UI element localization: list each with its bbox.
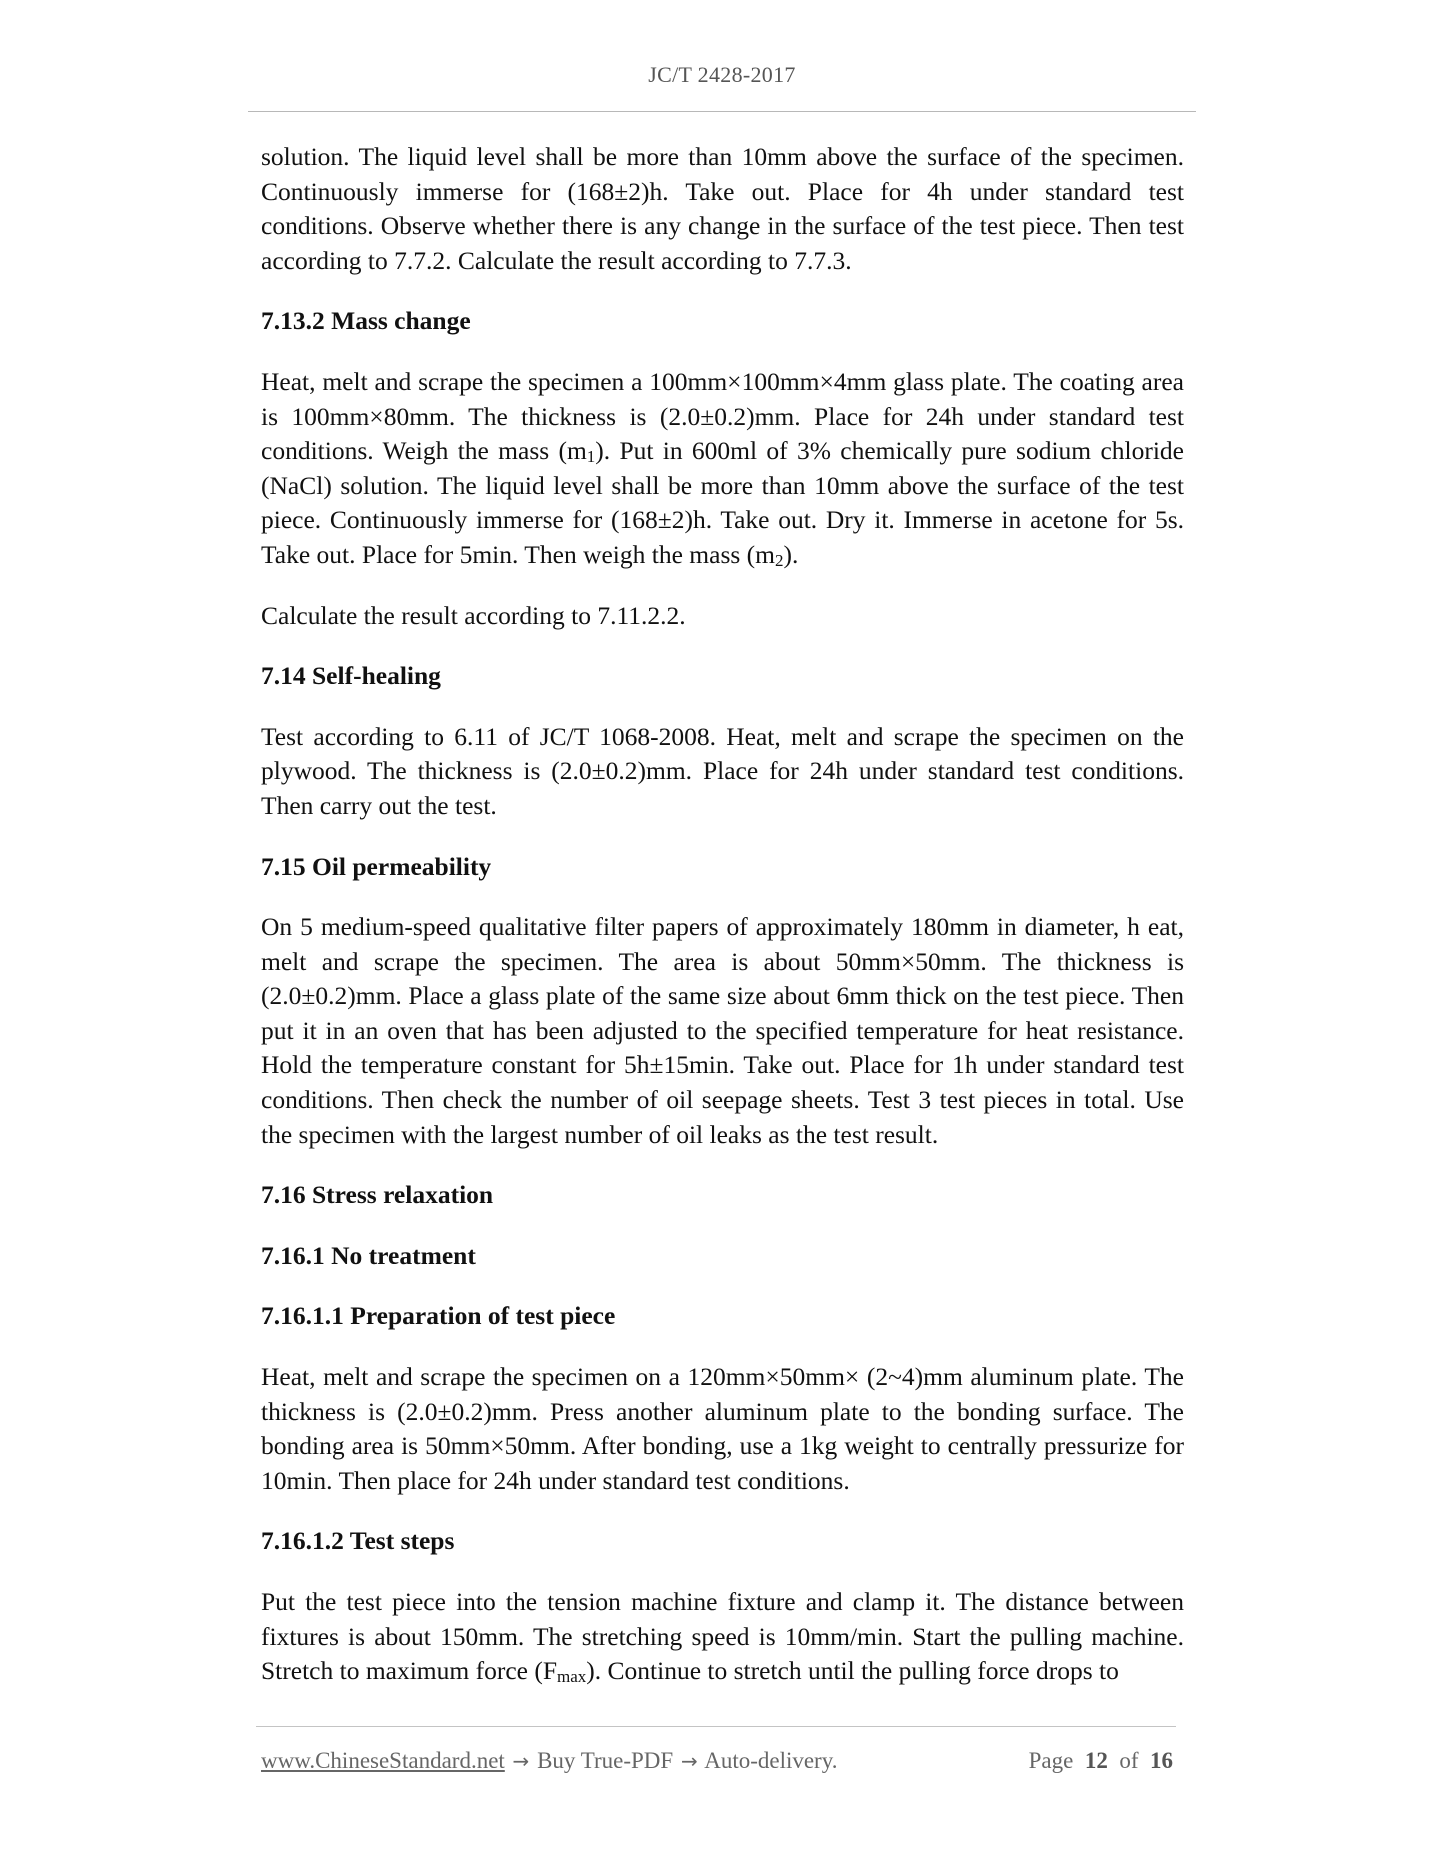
- heading-7-13-2: 7.13.2 Mass change: [261, 306, 471, 336]
- heading-7-16-1: 7.16.1 No treatment: [261, 1240, 476, 1270]
- current-page-number: 12: [1084, 1748, 1108, 1773]
- document-body: [261, 140, 1184, 1715]
- subscript-m2: 2: [775, 550, 784, 570]
- paragraph-mass-change: [261, 365, 1184, 573]
- test-steps-text-2: ). Continue to stretch until the pulling force drops to: [586, 1656, 1119, 1686]
- buy-true-pdf-text: Buy True-PDF: [537, 1748, 674, 1773]
- mass-change-text-1: Heat, melt and scrape the specimen a 100mm×100mm×4mm glass plate. The coating area is 100mm×80mm. The thickness is (2.0±0.2)mm. Place for 24h under standard test conditions. Weigh the mass (m: [261, 366, 1184, 466]
- paragraph-oil-permeability: On 5 medium-speed qualitative filter papers of approximately 180mm in diameter, h eat, melt and scrape the specimen. The area is about 50mm×50mm. The thickness is (2.0±0.2)mm. Place a glass plate of the same size about 6mm thick on the test piece. Then put it in an oven that has been adjusted to the specified temperature for heat resistance. Hold the temperature constant for 5h±15min. Take out. Place for 1h under standard test conditions. Then check the number of oil seepage sheets. Test 3 test pieces in total. Use the specimen with the largest number of oil leaks as the test result.: [261, 912, 1184, 1149]
- footer-divider: [256, 1726, 1176, 1727]
- paragraph-self-healing: Test according to 6.11 of JC/T 1068-2008. Heat, melt and scrape the specimen on the plywood. The thickness is (2.0±0.2)mm. Place for 24h under standard test conditions. Then carry out the test.: [261, 721, 1184, 820]
- heading-7-16: 7.16 Stress relaxation: [261, 1180, 494, 1210]
- heading-7-16-1-1: 7.16.1.1 Preparation of test piece: [261, 1301, 616, 1331]
- document-code-header: JC/T 2428-2017: [648, 62, 796, 87]
- arrow-right-icon: →: [512, 1749, 530, 1773]
- of-label: of: [1119, 1748, 1139, 1773]
- heading-7-16-1-2: 7.16.1.2 Test steps: [261, 1526, 455, 1556]
- paragraph-test-steps: [261, 1585, 1184, 1689]
- test-steps-text-1: Put the test piece into the tension machine fixture and clamp it. The distance between fixtures is about 150mm. The stretching speed is 10mm/min. Start the pulling machine. Stretch to maximum force (F: [261, 1587, 1184, 1686]
- footer-promo: [261, 1748, 837, 1774]
- header-divider: [248, 111, 1196, 112]
- arrow-right-icon: →: [680, 1749, 698, 1773]
- subscript-m1: 1: [586, 447, 596, 467]
- auto-delivery-text: Auto-delivery.: [704, 1748, 838, 1773]
- paragraph-calculate-result: Calculate the result according to 7.11.2.2.: [261, 600, 686, 630]
- heading-7-15: 7.15 Oil permeability: [261, 851, 492, 881]
- site-link[interactable]: www.ChineseStandard.net: [261, 1748, 505, 1773]
- subscript-fmax: max: [557, 1667, 587, 1687]
- heading-7-14: 7.14 Self-healing: [261, 661, 441, 691]
- paragraph-test-piece-preparation: Heat, melt and scrape the specimen on a 120mm×50mm× (2~4)mm aluminum plate. The thickness is (2.0±0.2)mm. Press another aluminum plate to the bonding surface. The bonding area is 50mm×50mm. After bonding, use a 1kg weight to centrally pressurize for 10min. Then place for 24h under standard test conditions.: [261, 1362, 1184, 1495]
- total-pages-number: 16: [1150, 1748, 1173, 1773]
- mass-change-text-2: ). Put in 600ml of 3% chemically pure sodium chloride (NaCl) solution. The liquid level shall be more than 10mm above the surface of the test piece. Continuously immerse for (168±2)h. Take out. Dry it. Immerse in acetone for 5s. Take out. Place for 5min. Then weigh the mass (m: [261, 436, 1184, 569]
- paragraph-immersion-continued: solution. The liquid level shall be more than 10mm above the surface of the specimen. Continuously immerse for (168±2)h. Take out. Place for 4h under standard test conditions. Observe whether there is any change in the surface of the test piece. Then test according to 7.7.2. Calculate the result according to 7.7.3.: [261, 142, 1184, 275]
- mass-change-text-3: ).: [783, 539, 799, 569]
- page-indicator: [1029, 1748, 1173, 1774]
- page-label: Page: [1028, 1748, 1074, 1773]
